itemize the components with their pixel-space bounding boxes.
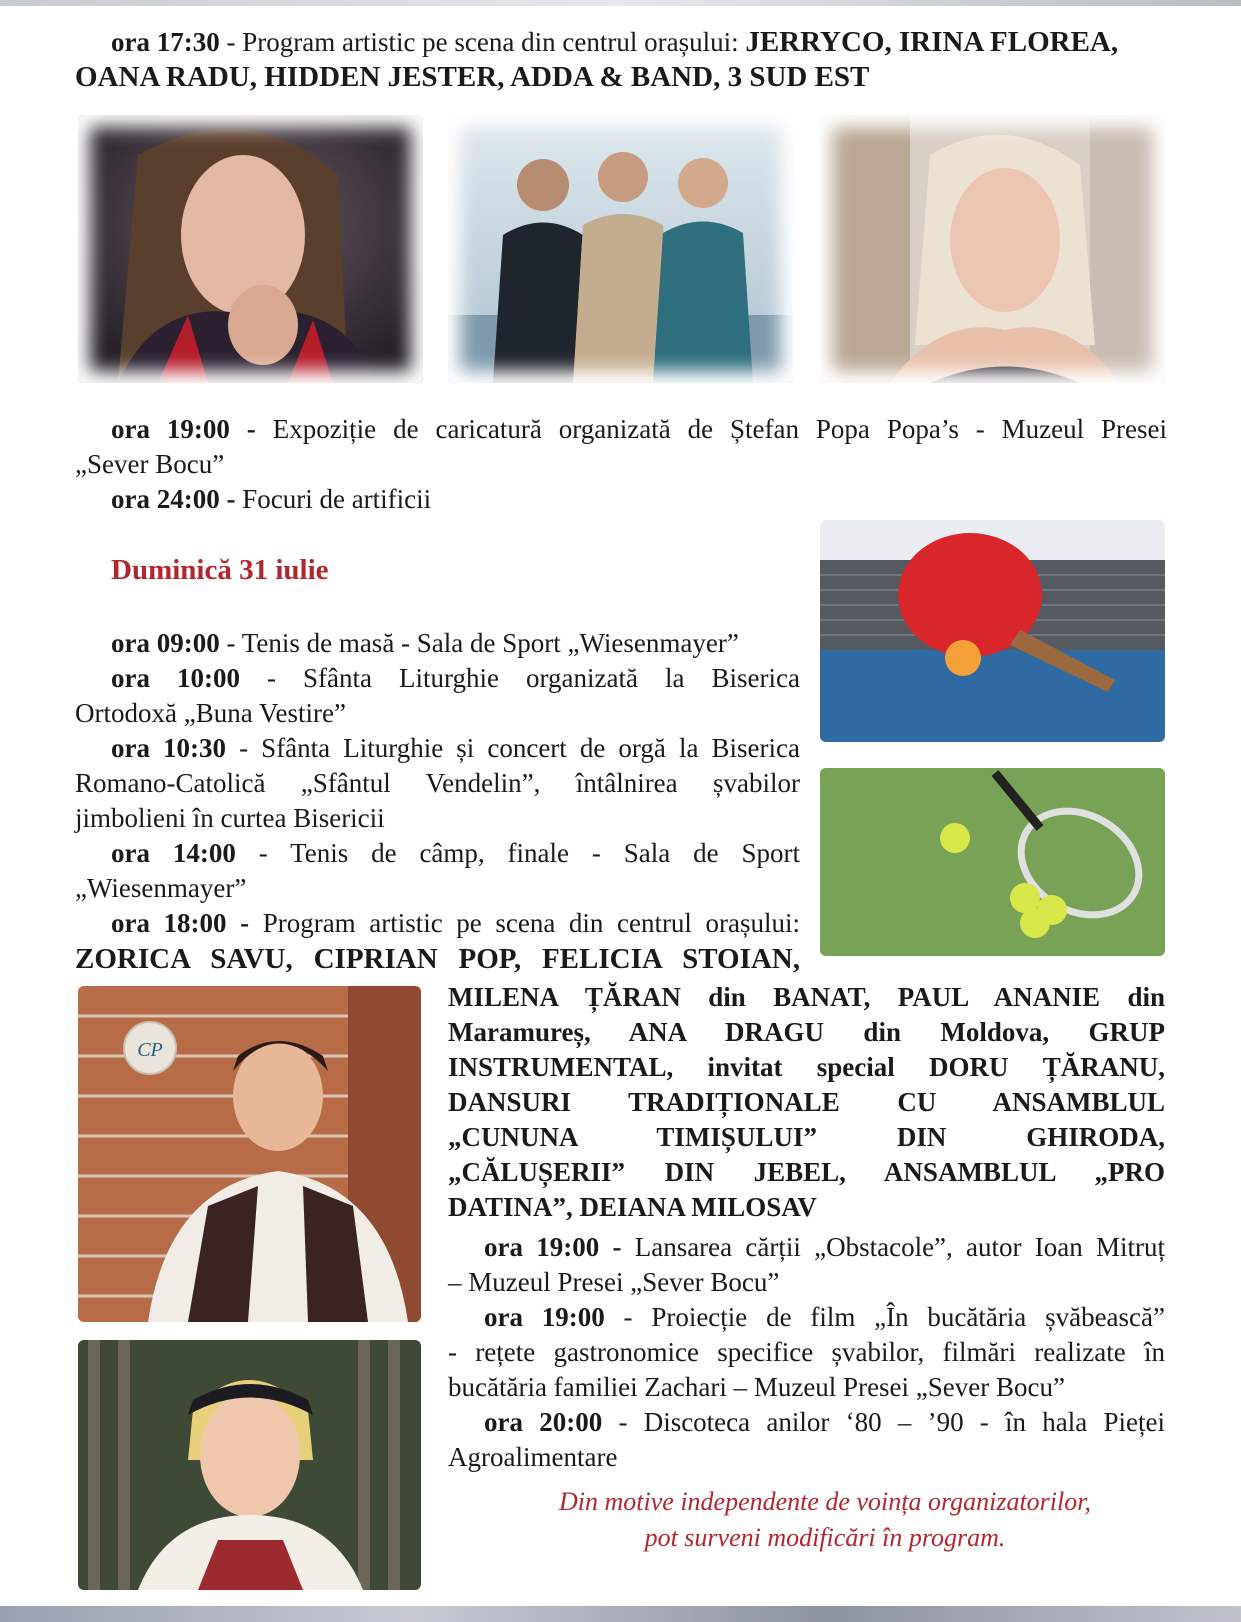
artist-photo-folk-singer-man	[78, 986, 421, 1322]
time-label: ora 10:30	[111, 733, 227, 763]
artists-line: OANA RADU, HIDDEN JESTER, ADDA & BAND, 3 SUD EST	[75, 61, 870, 93]
program-1800: ora 18:00 - Program artistic pe scena din centrul orașului:	[111, 908, 800, 938]
time-label: ora 19:00	[484, 1302, 605, 1332]
program-1400-cont: „Wiesenmayer”	[75, 873, 247, 903]
artist-photo-woman-glam	[78, 115, 423, 383]
artists-line: DATINA”, DEIANA MILOSAV	[448, 1192, 817, 1222]
artists-line: „CUNUNA TIMIȘULUI” DIN GHIRODA,	[448, 1122, 1165, 1152]
program-1900-exhibition: ora 19:00 - Expoziție de caricatură organizată de Ștefan Popa Popa’s - Muzeul Presei	[111, 414, 1168, 444]
program-2000-disco-cont: Agroalimentare	[448, 1442, 618, 1472]
program-1000-cont: Ortodoxă „Buna Vestire”	[75, 698, 346, 728]
time-label: ora 19:00 -	[111, 414, 256, 444]
artists-line: DANSURI TRADIȚIONALE CU ANSAMBLUL	[448, 1087, 1165, 1117]
program-1400: ora 14:00 - Tenis de câmp, finale - Sala de Sport	[111, 838, 800, 868]
time-label: ora 19:00 -	[484, 1232, 622, 1262]
bottom-decorative-band	[0, 1606, 1241, 1622]
artists-line: MILENA ȚĂRAN din BANAT, PAUL ANANIE din	[448, 982, 1165, 1012]
program-1030: ora 10:30 - Sfânta Liturghie și concert de orgă la Biserica	[111, 733, 800, 763]
program-1000: ora 10:00 - Sfânta Liturghie organizată la Biserica	[111, 663, 800, 693]
table-tennis-photo	[820, 520, 1165, 742]
tennis-photo	[820, 768, 1165, 956]
program-2400-fireworks: ora 24:00 - Focuri de artificii	[111, 484, 432, 514]
program-0900: ora 09:00 - Tenis de masă - Sala de Sport „Wiesenmayer”	[111, 628, 739, 658]
program-1730: ora 17:30 - Program artistic pe scena din centrul orașului: JERRYCO, IRINA FLOREA, OANA RADU, HIDDEN JESTER, ADDA & BAND, 3 SUD EST	[75, 26, 1119, 93]
program-1900-exhibition-cont: „Sever Bocu”	[75, 449, 225, 479]
program-1900-film-cont: - rețete gastronomice specifice șvabilor, filmări realizate în	[448, 1337, 1165, 1367]
artists-list-continued	[448, 980, 1165, 1225]
logo-cp-icon: CP	[137, 1039, 163, 1061]
disclaimer-line: pot surveni modificări în program.	[644, 1523, 1006, 1552]
artists-line: JERRYCO, IRINA FLOREA,	[745, 26, 1119, 58]
program-1900-book-launch: ora 19:00 - Lansarea cărții „Obstacole”, autor Ioan Mitruț	[484, 1232, 1165, 1262]
band-photo-three-men	[448, 115, 793, 383]
time-label: ora 09:00	[111, 628, 220, 658]
artist-photo-folk-singer-woman	[78, 1340, 421, 1590]
program-1900-book-launch-cont: – Muzeul Presei „Sever Bocu”	[448, 1267, 780, 1297]
program-1900-film: ora 19:00 - Proiecție de film „În bucătăria șvăbească”	[484, 1302, 1165, 1332]
time-label: ora 17:30	[111, 27, 220, 57]
artist-photo-blonde-woman	[820, 115, 1165, 383]
artists-line: ZORICA SAVU, CIPRIAN POP, FELICIA STOIAN,	[75, 943, 800, 975]
program-2000-disco: ora 20:00 - Discoteca anilor ‘80 – ’90 - în hala Pieței	[484, 1407, 1165, 1437]
program-1900-film-cont: bucătăria familiei Zachari – Muzeul Presei „Sever Bocu”	[448, 1372, 1065, 1402]
artists-line: INSTRUMENTAL, invitat special DORU ȚĂRANU,	[448, 1052, 1166, 1082]
artists-line: Maramureș, ANA DRAGU din Moldova, GRUP	[448, 1017, 1165, 1047]
time-label: ora 24:00 -	[111, 484, 236, 514]
disclaimer-line: Din motive independente de voința organizatorilor,	[559, 1487, 1091, 1516]
time-label: ora 18:00 -	[111, 908, 250, 938]
time-label: ora 14:00	[111, 838, 236, 868]
program-1030-cont: jimbolieni în curtea Bisericii	[75, 803, 385, 833]
program-1030-cont: Romano-Catolică „Sfântul Vendelin”, întâlnirea șvabilor	[75, 768, 800, 798]
top-decorative-band	[0, 0, 1241, 6]
artists-line: „CĂLUȘERII” DIN JEBEL, ANSAMBLUL „PRO	[448, 1157, 1165, 1187]
day-heading: Duminică 31 iulie	[111, 554, 329, 586]
time-label: ora 10:00	[111, 663, 240, 693]
time-label: ora 20:00	[484, 1407, 603, 1437]
